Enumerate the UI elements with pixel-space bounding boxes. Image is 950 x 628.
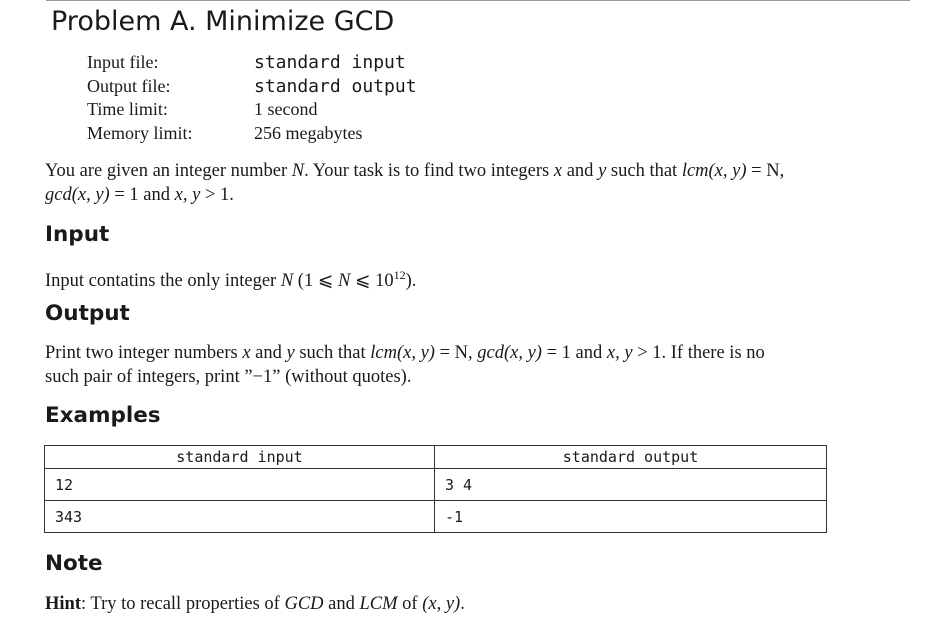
problem-statement: You are given an integer number N. Your task is to find two integers x and y such that lcm(x, y) = N, gcd(x, y) = 1 and x, y > 1. (45, 161, 785, 205)
input-heading: Input (45, 222, 110, 247)
example-output-cell: -1 (435, 501, 827, 533)
example-input-cell: 12 (45, 469, 435, 501)
examples-output-header: standard output (435, 446, 827, 469)
top-rule (46, 0, 910, 1)
problem-meta (87, 51, 417, 145)
examples-heading: Examples (45, 403, 161, 428)
example-input-cell: 343 (45, 501, 435, 533)
output-text: Print two integer numbers x and y such that lcm(x, y) = N, gcd(x, y) = 1 and x, y > 1. If there is no such pair of integers, print ”−1” (without quotes). (45, 343, 765, 387)
meta-key: Time limit: (87, 99, 168, 120)
output-heading: Output (45, 301, 130, 326)
note-heading: Note (45, 551, 103, 576)
example-output-cell: 3 4 (435, 469, 827, 501)
meta-key: Output file: (87, 75, 171, 96)
meta-value: standard output (254, 75, 417, 97)
meta-row-input-file (87, 51, 417, 75)
examples-table (44, 445, 827, 533)
meta-row-output-file (87, 75, 417, 99)
meta-key: Input file: (87, 52, 159, 73)
meta-key: Memory limit: (87, 122, 193, 143)
note-text: Hint: Try to recall properties of GCD and LCM of (x, y). (45, 594, 465, 614)
meta-row-memory-limit (87, 122, 417, 146)
meta-value: standard input (254, 52, 406, 74)
table-row (45, 469, 827, 501)
examples-input-header: standard input (45, 446, 435, 469)
meta-value: 256 megabytes (254, 122, 363, 143)
table-row (45, 501, 827, 533)
meta-value: 1 second (254, 99, 318, 120)
problem-title: Problem A. Minimize GCD (51, 6, 395, 37)
meta-row-time-limit (87, 98, 417, 122)
examples-header-row (45, 446, 827, 469)
input-text: Input contatins the only integer N (1 ⩽ N ⩽ $10^{12}$). (45, 268, 417, 292)
